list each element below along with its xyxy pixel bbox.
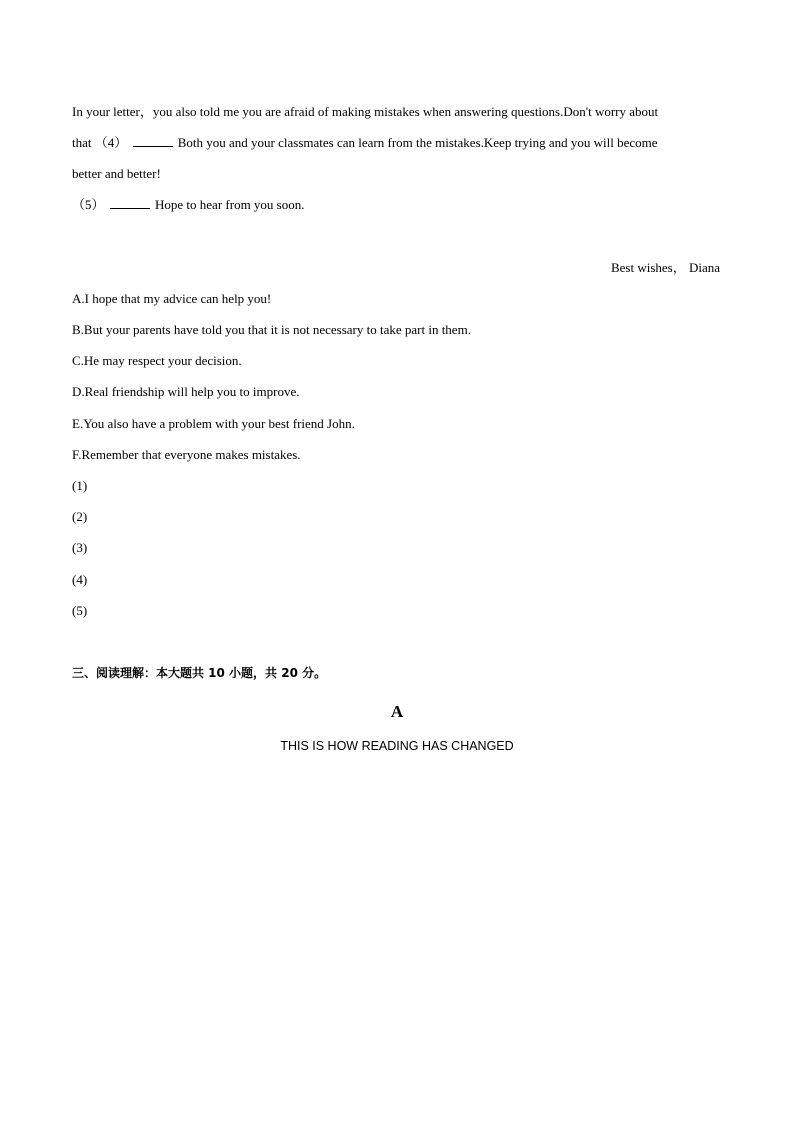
blank-5-label: （5）: [72, 197, 105, 212]
letter-line-2-text: Both you and your classmates can learn from the mistakes.Keep trying and you will become: [177, 135, 658, 150]
letter-line-1: In your letter，you also told me you are afraid of making mistakes when answering questions.Don't worry about: [72, 104, 659, 119]
answer-slot-4[interactable]: (4): [72, 572, 88, 587]
answer-slot-2[interactable]: (2): [72, 509, 88, 524]
answer-slot-3[interactable]: (3): [72, 540, 88, 555]
passage-letter: A: [390, 702, 404, 721]
letter-line-4: [72, 197, 304, 213]
letter-signoff: Best wishes， Diana: [610, 260, 720, 275]
option-b: B.But your parents have told you that it is not necessary to take part in them.: [72, 322, 471, 337]
passage-title: THIS IS HOW READING HAS CHANGED: [280, 739, 514, 753]
section-heading: 三、阅读理解：本大题共 10 小题，共 20 分。: [72, 666, 327, 680]
letter-line-3: better and better!: [72, 166, 161, 181]
letter-line-4-text: Hope to hear from you soon.: [155, 197, 305, 212]
answer-blank-5[interactable]: [110, 197, 150, 209]
option-e: E.You also have a problem with your best friend John.: [72, 416, 355, 431]
option-a: A.I hope that my advice can help you!: [72, 291, 272, 306]
answer-slot-5[interactable]: (5): [72, 603, 88, 618]
option-f: F.Remember that everyone makes mistakes.: [72, 447, 301, 462]
answer-blank-4[interactable]: [133, 135, 173, 147]
blank-4-label: that （4）: [72, 135, 128, 150]
option-d: D.Real friendship will help you to improve.: [72, 384, 300, 399]
answer-slot-1[interactable]: (1): [72, 478, 88, 493]
option-c: C.He may respect your decision.: [72, 353, 242, 368]
letter-line-2: [72, 135, 658, 151]
